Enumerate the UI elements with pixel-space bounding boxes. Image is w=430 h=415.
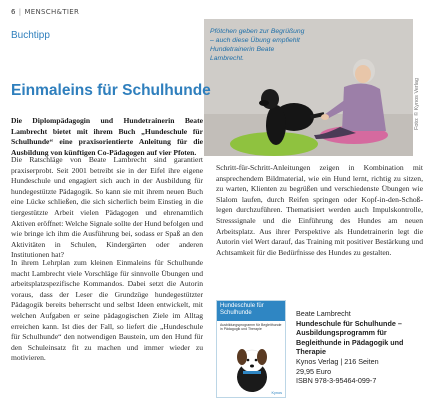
article-intro: Die Diplompädagogin und Hundetrainerin Beate Lambrecht bietet mit ihrem Buch „Hundeschule für Schulhunde“ eine praxisorientierte Anleitung für die Ausbildung von künftigen Co-Pädagogen auf vier Pfoten. [11, 116, 203, 157]
body-paragraph-2: In ihrem Lehrplan zum kleinen Einmaleins für Schulhunde macht Lambrecht viele Vorschläge für sinnvolle Übungen und arbeitsplatzspezifische Kommandos. Dabei setzt die Autorin voraus, dass der Leser die Grundzüge hundegestützter Pädagogik bereits beherrscht und selbst Ideen entwickelt, mit welchen Aufgaben er seine pädagogischen Ziele im Alltag erreichen kann. Ist dies der Fall, so liefert die „Hundeschule für Schulhunde“ den notwendigen Baustein, um den Hund für den Schuleinsatz fit zu machen und immer wieder zu motivieren. [11, 258, 203, 363]
book-cover-subtitle: Ausbildungsprogramm für Begleithunde in Pädagogik und Therapie [220, 323, 282, 331]
book-info [296, 309, 424, 386]
book-price: 29,95 Euro [296, 366, 332, 376]
article-title: Einmaleins für Schulhunde [11, 82, 211, 99]
header-separator: | [18, 8, 22, 16]
book-cover-publisher: Kynos [271, 391, 282, 395]
photo-credit: Foto: © Kynos Verlag [414, 77, 420, 130]
book-isbn: ISBN 978-3-95464-099-7 [296, 376, 377, 386]
page-number: 6 [11, 8, 16, 16]
book-author: Beate Lambrecht [296, 309, 351, 318]
article-photo [204, 19, 413, 156]
book-cover-dog-image [225, 343, 279, 395]
photo-caption: Pfötchen geben zur Begrüßung – auch diese Übung empfiehlt Hundetrainerin Beate Lambrecht. [210, 28, 305, 62]
book-title: Hundeschule für Schulhunde – Ausbildungsprogramm für Begleithunde in Pädagogik und Therapie [296, 318, 404, 357]
section-label: Buchtipp [11, 30, 50, 41]
book-cover [216, 300, 286, 398]
book-publisher-pages: Kynos Verlag | 216 Seiten [296, 356, 379, 366]
book-cover-title: Hundeschule für Schulhunde [217, 301, 285, 321]
body-paragraph-3: Schritt-für-Schritt-Anleitungen zeigen in Kombination mit ansprechendem Bildmaterial, wie ein Hund lernt, richtig zu sitzen, zu warten, Klienten zu begrüßen und verschiedenste Übungen wie Slalom laufen, durch Reifen springen oder Kopf-in-den-Schoß-legen durchzuführen. Thematisiert werden auch Impulskontrolle, Stresssignale und die Einführung des Hundes am neuen Arbeitsplatz. Aus ihrer Perspektive als Hundetrainerin legt die Autorin viel Wert darauf, das Training mit positiver Bestärkung und Achtsamkeit für die Bedürfnisse des Hundes zu gestalten. [216, 163, 423, 257]
page-header [11, 8, 79, 16]
body-paragraph-1: Die Ratschläge von Beate Lambrecht sind garantiert praxiserprobt. Seit 2001 betreibt sie in der Eifel ihre eigene Hundeschule und engagiert sich auch in der Ausbildung für hundegestützte Pädagogik. So kann sie mit ihrem neuen Buch eine Lücke schließen, die sich sicherlich beim Einstieg in die tiergestützte Arbeit vielen Pädagogen und ehrenamtlich Aktiven eröffnet: Welche Signale sollte der Hund befolgen und wie bringe ich ihm die Ausführung bei, sodass er Spaß an den Aktivitäten in Schulen, Kindergärten oder anderen Institutionen hat? [11, 155, 203, 260]
section-name: MENSCH&TIER [24, 8, 80, 16]
